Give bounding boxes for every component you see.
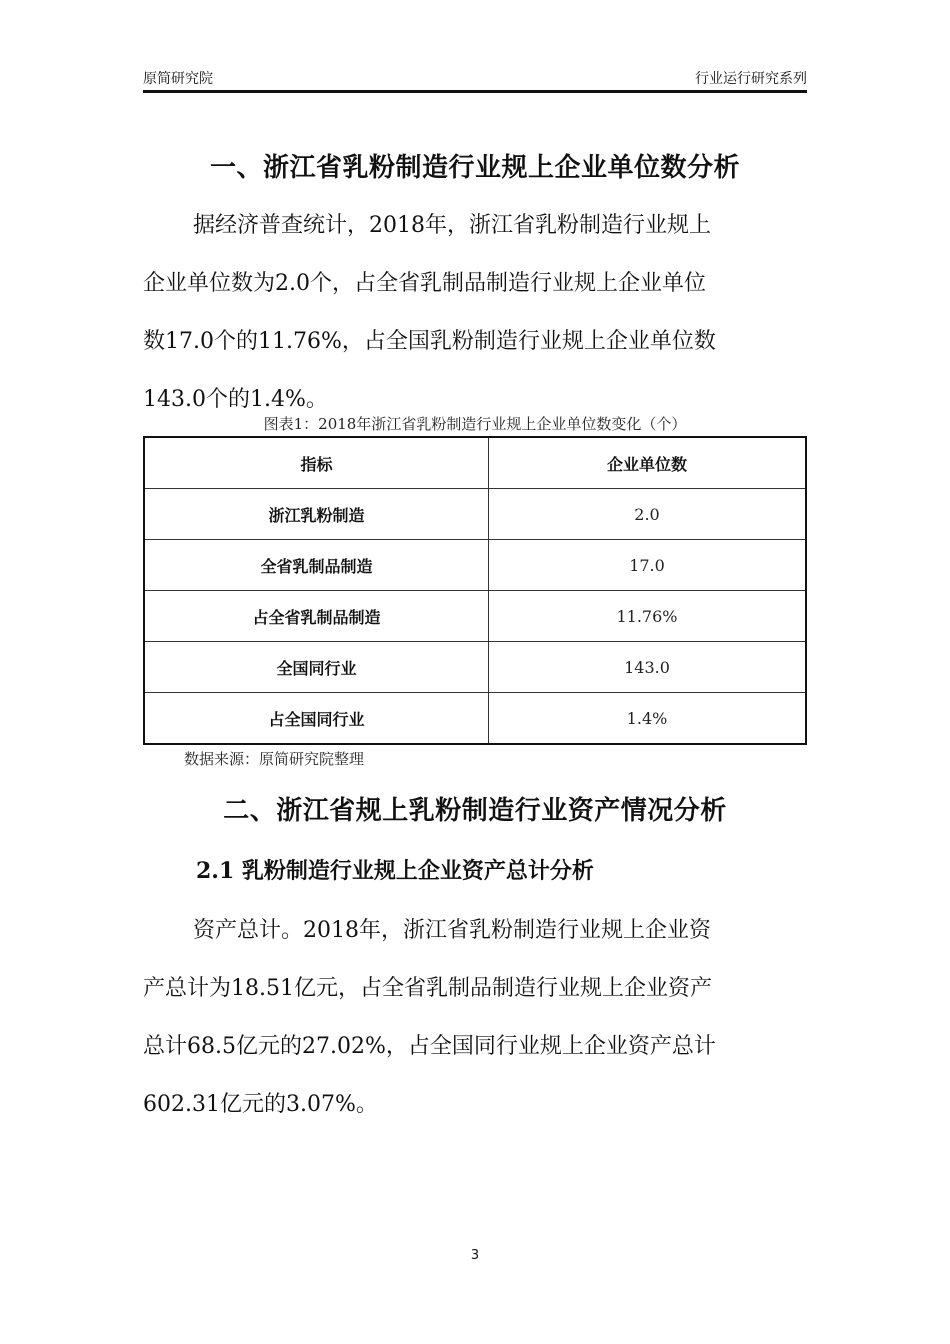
- column-header-indicator: 指标: [144, 437, 489, 489]
- paragraph-line: 总计68.5亿元的27.02%，占全国同行业规上企业资产总计: [143, 1034, 716, 1059]
- data-table: [143, 436, 807, 745]
- row-label: 占全省乳制品制造: [144, 591, 489, 642]
- table-row: [144, 489, 806, 540]
- row-label: 占全国同行业: [144, 693, 489, 745]
- paragraph-line: 产总计为18.51亿元，占全省乳制品制造行业规上企业资产: [143, 976, 712, 1001]
- row-label: 全国同行业: [144, 642, 489, 693]
- subsection-title: 2.1 乳粉制造行业规上企业资产总计分析: [196, 858, 594, 884]
- header-series-name: 行业运行研究系列: [695, 71, 807, 87]
- paragraph-line: 143.0个的1.4%。: [143, 387, 328, 412]
- paragraph-line: 数17.0个的11.76%，占全国乳粉制造行业规上企业单位数: [143, 329, 716, 354]
- data-source-note: 数据来源：原简研究院整理: [184, 750, 365, 768]
- paragraph-line: 据经济普查统计，2018年，浙江省乳粉制造行业规上: [193, 213, 711, 238]
- paragraph-line: 企业单位数为2.0个，占全省乳制品制造行业规上企业单位: [143, 271, 706, 296]
- row-label: 全省乳制品制造: [144, 540, 489, 591]
- table-header-row: [144, 437, 806, 489]
- paragraph-line: 资产总计。2018年，浙江省乳粉制造行业规上企业资: [193, 918, 711, 943]
- section2-title: 二、浙江省规上乳粉制造行业资产情况分析: [223, 796, 727, 826]
- row-label: 浙江乳粉制造: [144, 489, 489, 540]
- row-value: 17.0: [489, 540, 807, 591]
- section1-paragraph: [143, 197, 807, 429]
- row-value: 1.4%: [489, 693, 807, 745]
- row-value: 11.76%: [489, 591, 807, 642]
- table-row: [144, 540, 806, 591]
- table-caption: 图表1：2018年浙江省乳粉制造行业规上企业单位数变化（个）: [263, 415, 687, 433]
- paragraph-line: 602.31亿元的3.07%。: [143, 1092, 378, 1117]
- row-value: 2.0: [489, 489, 807, 540]
- page-number: 3: [470, 1248, 480, 1263]
- column-header-count: 企业单位数: [489, 437, 807, 489]
- row-value: 143.0: [489, 642, 807, 693]
- section2-paragraph: [143, 902, 807, 1134]
- table-row: [144, 642, 806, 693]
- header-org-name: 原简研究院: [143, 71, 213, 87]
- section1-title: 一、浙江省乳粉制造行业规上企业单位数分析: [209, 153, 740, 183]
- page-header: [143, 68, 807, 93]
- table-row: [144, 591, 806, 642]
- table-row: [144, 693, 806, 745]
